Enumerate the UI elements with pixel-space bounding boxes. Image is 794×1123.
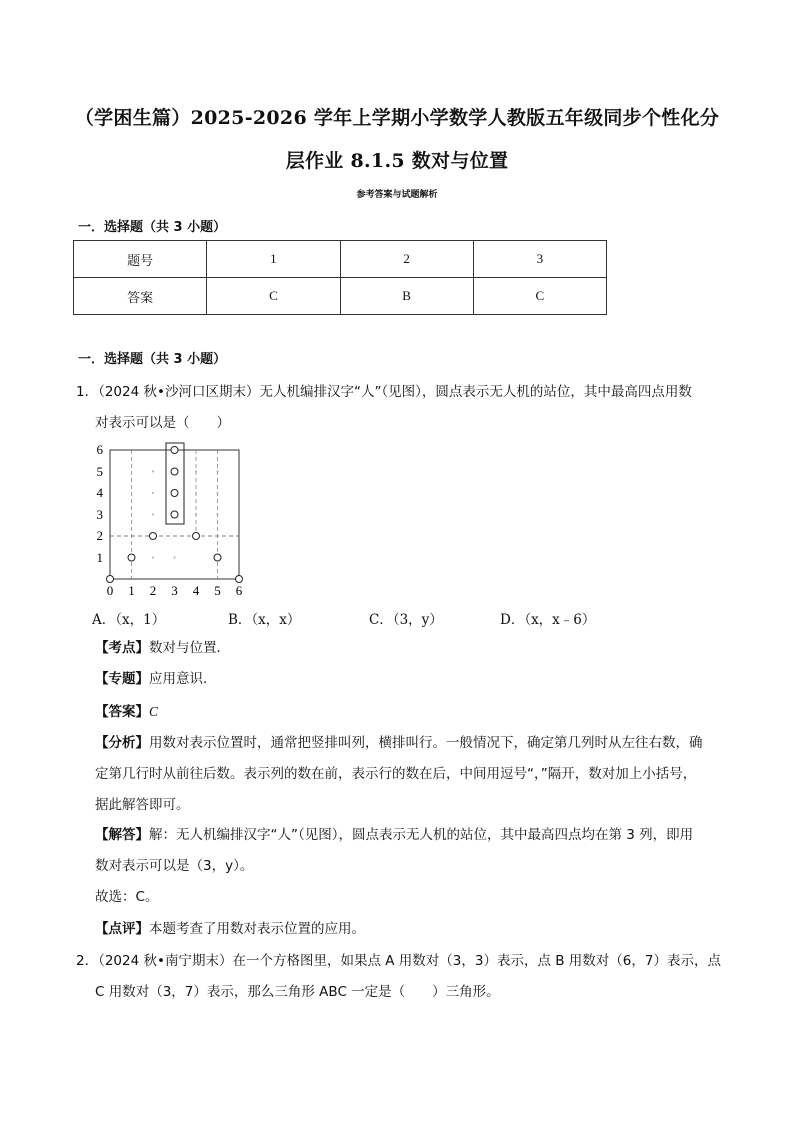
x-tick-label: 5	[214, 583, 221, 598]
table-cell: 1	[207, 241, 340, 278]
answer-table	[73, 240, 607, 315]
y-tick-label: 5	[96, 464, 103, 479]
table-cell: 答案	[74, 278, 207, 315]
kaodian-text: 数对与位置．	[149, 640, 230, 656]
x-tick-label: 1	[128, 583, 135, 598]
table-cell: 2	[340, 241, 473, 278]
subtitle: 参考答案与试题解析	[356, 190, 438, 200]
option-b: B．（x，x）	[228, 612, 301, 628]
jieda-tag: 【解答】	[95, 827, 149, 843]
option-c: C．（3，y）	[369, 612, 443, 628]
x-tick-label: 0	[106, 583, 114, 598]
y-tick-label: 2	[96, 528, 103, 543]
section-heading: 一．选择题（共 3 小题）	[78, 352, 227, 367]
answer-line	[95, 696, 735, 728]
option-d: D．（x，x﹣6）	[500, 612, 596, 628]
choice-text: 故选：C。	[95, 889, 159, 905]
answer-text: C	[149, 704, 159, 719]
y-tick-label: 6	[96, 442, 103, 457]
document-title-line2: 层作业 8.1.5 数对与位置	[285, 150, 509, 172]
y-tick-label: 4	[96, 485, 103, 500]
table-row	[74, 241, 607, 278]
x-tick-label: 3	[171, 583, 178, 598]
table-cell: 3	[473, 241, 606, 278]
table-cell: 题号	[74, 241, 207, 278]
dianping-tag: 【点评】	[95, 921, 149, 937]
stem-line: C 用数对（3，7）表示，那么三角形 ABC 一定是（ ）三角形。	[95, 984, 500, 1000]
zhuanti-line	[95, 664, 735, 695]
document-title-line1: （学困生篇）2025-2026 学年上学期小学数学人教版五年级同步个性化分	[74, 107, 720, 129]
dianping-line	[95, 914, 735, 945]
question-1-stem	[76, 377, 726, 439]
fenxi-text: 据此解答即可。	[95, 797, 190, 813]
answer-tag: 【答案】	[95, 704, 149, 720]
table-cell: C	[473, 278, 606, 315]
x-tick-label: 6	[235, 583, 243, 598]
jieda-text: 数对表示可以是（3，y）。	[95, 858, 254, 874]
x-tick-label: 4	[192, 583, 200, 598]
fenxi-text: 用数对表示位置时，通常把竖排叫列，横排叫行。一般情况下，确定第几列时从左往右数，确	[149, 735, 703, 751]
y-tick-label: 3	[96, 507, 103, 522]
dianping-text: 本题考查了用数对表示位置的应用。	[149, 921, 365, 937]
y-tick-label: 1	[96, 550, 103, 565]
stem-line: 2．（2024 秋•南宁期末）在一个方格图里，如果点 A 用数对（3，3）表示，点 B 用数对（6，7）表示，点	[76, 953, 721, 969]
grid-figure	[86, 438, 256, 598]
kaodian-line	[95, 633, 735, 664]
stem-line: 1．（2024 秋•沙河口区期末）无人机编排汉字“人”（见图），圆点表示无人机的站位，其中最高四点用数	[76, 384, 692, 400]
table-cell: B	[340, 278, 473, 315]
stem-line: 对表示可以是（ ）	[95, 415, 230, 431]
option-a: A．（x，1）	[92, 612, 166, 628]
jieda-text: 解：无人机编排汉字“人”（见图），圆点表示无人机的站位，其中最高四点均在第 3 列，即用	[149, 827, 694, 843]
fenxi-text: 定第几行时从前往后数。表示列的数在前，表示行的数在后，中间用逗号“，”隔开，数对加上小括号，	[95, 766, 697, 782]
question-2-stem	[76, 946, 726, 1008]
jieda-block	[95, 820, 735, 913]
table-cell: C	[207, 278, 340, 315]
fenxi-block	[95, 728, 735, 821]
kaodian-tag: 【考点】	[95, 640, 149, 656]
zhuanti-text: 应用意识．	[149, 671, 217, 687]
table-row	[74, 278, 607, 315]
zhuanti-tag: 【专题】	[95, 671, 149, 687]
x-tick-label: 2	[149, 583, 157, 598]
fenxi-tag: 【分析】	[95, 735, 149, 751]
section-heading: 一．选择题（共 3 小题）	[78, 220, 227, 235]
